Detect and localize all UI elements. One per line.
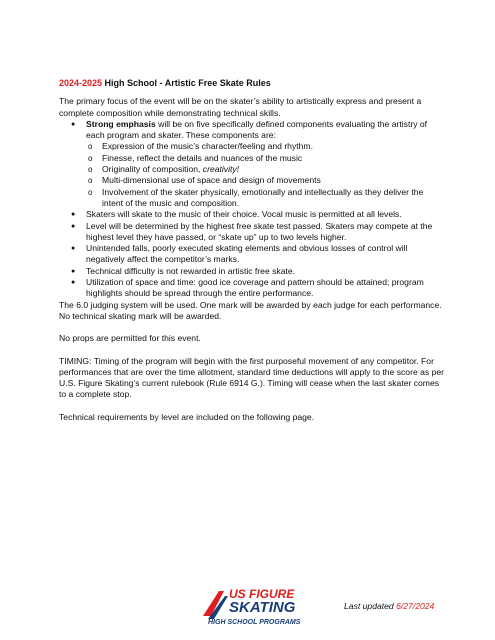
logo-line1: US FIGURE bbox=[229, 587, 295, 601]
judging-paragraph: The 6.0 judging system will be used. One mark will be awarded by each judge for each performance. No technical skating mark will be awarded. bbox=[59, 299, 442, 321]
last-updated-label: Last updated bbox=[344, 601, 397, 611]
props-paragraph: No props are permitted for this event. bbox=[59, 333, 201, 344]
list-item: ● Utilization of space and time: good ice coverage and pattern should be attained; program highlights should be spread through the entire performance. bbox=[59, 277, 444, 300]
title-text: High School - Artistic Free Skate Rules bbox=[102, 78, 271, 88]
us-figure-skating-logo bbox=[199, 583, 304, 627]
list-item: ● Technical difficulty is not rewarded in artistic free skate. bbox=[59, 266, 444, 277]
last-updated-date: 6/27/2024 bbox=[396, 601, 435, 611]
logo-line3: HIGH SCHOOL PROGRAMS bbox=[208, 619, 301, 626]
rules-list bbox=[59, 119, 444, 300]
technical-paragraph: Technical requirements by level are included on the following page. bbox=[59, 411, 315, 422]
intro-paragraph: The primary focus of the event will be on the skater’s ability to artistically express and present a complete composition while demonstrating technical skills. bbox=[59, 96, 422, 118]
sub-list-item: o Involvement of the skater physically, emotionally and intellectually as they deliver the intent of the music and composition. bbox=[86, 187, 444, 210]
list-item: ● Level will be determined by the highest free skate test passed. Skaters may compete at the highest level they have passed, or “skate up” up to two levels higher. bbox=[59, 221, 444, 244]
sub-list-item-text: Originality of composition, bbox=[102, 164, 203, 175]
sub-list-item: o Expression of the music’s character/feeling and rhythm. bbox=[86, 141, 444, 152]
document-body bbox=[59, 78, 444, 423]
last-updated bbox=[344, 601, 434, 612]
page-title bbox=[59, 78, 444, 89]
sub-list-item bbox=[86, 164, 444, 175]
components-sublist bbox=[86, 141, 444, 209]
logo-line2: SKATING bbox=[229, 599, 296, 616]
timing-paragraph: TIMING: Timing of the program will begin with the first purposeful movement of any competitor. For performances that are over the time allotment, standard time deductions will apply to the score as per U.S. Figure Skating’s current rulebook (Rule 6914 G.). Timing will cease when the last skater comes to a complete stop. bbox=[59, 355, 445, 400]
list-item bbox=[59, 119, 444, 209]
list-item: ● Skaters will skate to the music of their choice. Vocal music is permitted at all levels. bbox=[59, 209, 444, 220]
sub-list-item: o Multi-dimensional use of space and design of movements bbox=[86, 175, 444, 186]
sub-list-item: o Finesse, reflect the details and nuances of the music bbox=[86, 153, 444, 164]
list-item: ● Unintended falls, poorly executed skating elements and obvious losses of control will negatively affect the competitor’s marks. bbox=[59, 243, 444, 266]
creativity-emphasis: creativity! bbox=[202, 164, 240, 175]
list-item-text: will be on five specifically defined components evaluating the artistry of each program and skater. These components are: bbox=[86, 118, 428, 141]
strong-emphasis-label: Strong emphasis bbox=[86, 118, 156, 129]
title-year: 2024-2025 bbox=[59, 78, 103, 88]
